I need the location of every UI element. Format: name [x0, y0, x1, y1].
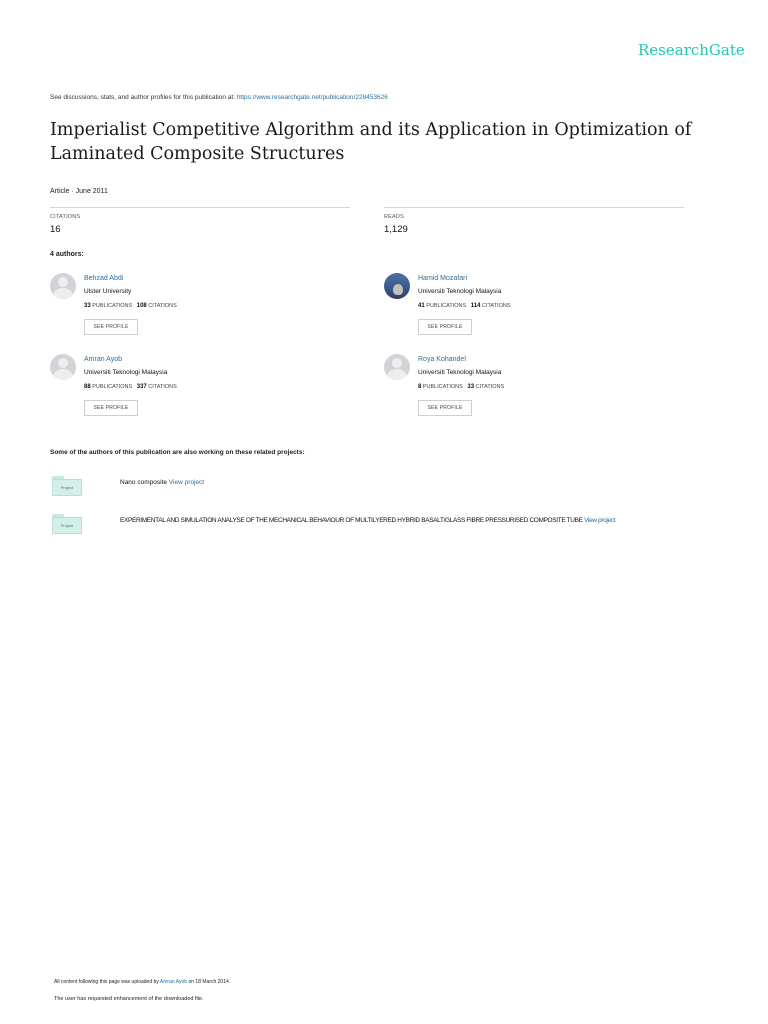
see-profile-button[interactable]: SEE PROFILE — [418, 400, 472, 416]
author-name-link[interactable]: Hamid Mozafari — [418, 275, 468, 282]
author-affiliation: Ulster University — [84, 288, 132, 295]
author-citations-count: 33 — [467, 384, 475, 390]
reads-label: READS — [384, 214, 404, 220]
author-publications-label: PUBLICATIONS — [426, 303, 467, 309]
enhancement-note: The user has requested enhancement of the downloaded file. — [54, 996, 204, 1002]
author-card — [50, 273, 350, 351]
see-discussions-text: See discussions, stats, and author profiles for this publication at: — [50, 94, 235, 101]
author-citations-label: CITATIONS — [148, 303, 177, 309]
author-publications-count: 88 — [84, 384, 91, 390]
project-folder-icon — [52, 476, 82, 496]
view-project-link[interactable]: View project — [584, 517, 616, 524]
project-folder-icon — [52, 514, 82, 534]
reads-count: 1,129 — [384, 224, 408, 235]
see-profile-button[interactable]: SEE PROFILE — [84, 400, 138, 416]
author-stats — [418, 384, 504, 390]
author-citations-count: 337 — [136, 384, 147, 390]
uploader-link[interactable]: Amran Ayob — [159, 979, 188, 985]
view-project-link[interactable]: View project — [168, 479, 205, 486]
avatar-placeholder-icon[interactable] — [384, 354, 410, 380]
author-name-link[interactable]: Behzad Abdi — [84, 275, 124, 282]
project-icon-label: Project — [52, 517, 82, 534]
publication-url-link[interactable]: https://www.researchgate.net/publication/228453626 — [236, 94, 388, 101]
author-stats — [84, 384, 177, 390]
author-card — [384, 354, 684, 432]
project-item — [50, 514, 750, 538]
author-stats — [84, 303, 177, 309]
author-publications-label: PUBLICATIONS — [92, 384, 133, 390]
author-citations-count: 114 — [470, 303, 481, 309]
author-publications-label: PUBLICATIONS — [422, 384, 463, 390]
author-affiliation: Universiti Teknologi Malaysia — [84, 369, 168, 376]
publication-title: Imperialist Competitive Algorithm and its Application in Optimization of Laminated Composite Structures — [50, 120, 692, 164]
see-profile-button[interactable]: SEE PROFILE — [418, 319, 472, 335]
authors-header: 4 authors: — [50, 251, 84, 258]
author-citations-label: CITATIONS — [475, 384, 505, 390]
author-publications-count: 8 — [418, 384, 422, 390]
author-publications-count: 33 — [84, 303, 91, 309]
citations-label: CITATIONS — [50, 214, 81, 220]
project-line — [120, 517, 615, 524]
publication-link-line — [50, 94, 388, 101]
upload-prefix: All content following this page was uploaded by — [54, 979, 159, 985]
author-affiliation: Universiti Teknologi Malaysia — [418, 288, 502, 295]
author-name-link[interactable]: Roya Kohandel — [418, 356, 466, 363]
citations-divider — [50, 207, 350, 208]
author-publications-count: 41 — [418, 303, 425, 309]
author-stats — [418, 303, 511, 309]
project-item — [50, 476, 750, 500]
project-icon-label: Project — [52, 479, 82, 496]
author-citations-label: CITATIONS — [148, 384, 177, 390]
avatar-placeholder-icon[interactable] — [50, 273, 76, 299]
avatar-placeholder-icon[interactable] — [50, 354, 76, 380]
avatar-photo-icon[interactable] — [384, 273, 410, 299]
author-citations-label: CITATIONS — [481, 303, 511, 309]
author-card — [384, 273, 684, 351]
related-projects-header: Some of the authors of this publication are also working on these related projects: — [50, 449, 305, 456]
citations-count: 16 — [50, 224, 61, 235]
upload-suffix: on 18 March 2014. — [188, 979, 231, 985]
author-name-link[interactable]: Amran Ayob — [84, 356, 123, 363]
researchgate-logo[interactable]: ResearchGate — [638, 41, 745, 59]
author-card — [50, 354, 350, 432]
project-title: Nano composite — [120, 479, 167, 486]
upload-note — [54, 979, 230, 985]
author-affiliation: Universiti Teknologi Malaysia — [418, 369, 502, 376]
see-profile-button[interactable]: SEE PROFILE — [84, 319, 138, 335]
author-publications-label: PUBLICATIONS — [92, 303, 133, 309]
project-line — [120, 479, 204, 486]
project-title: EXPERIMENTAL AND SIMULATION ANALYSE OF THE MECHANICAL BEHAVIOUR OF MULTILYERED HYBRID BASALT/GLASS FIBRE PRESSURISED COMPOSITE TUBE — [120, 517, 583, 524]
author-citations-count: 108 — [136, 303, 147, 309]
reads-divider — [384, 207, 684, 208]
publication-meta: Article · June 2011 — [50, 188, 108, 195]
